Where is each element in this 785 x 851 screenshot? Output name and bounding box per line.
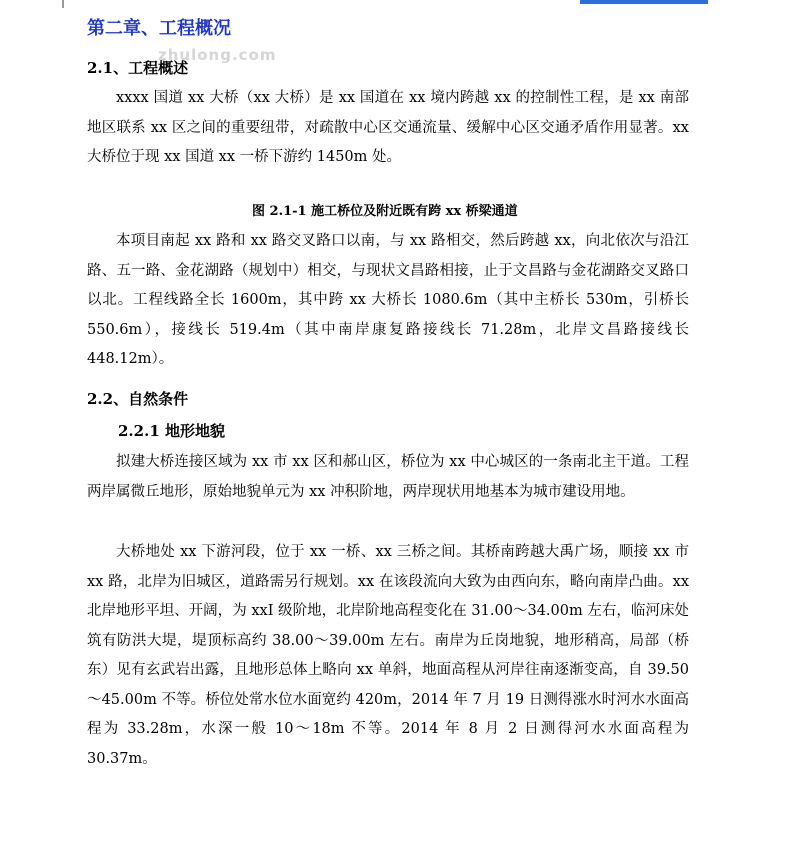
section-heading-2-1: 2.1、工程概述 xyxy=(87,59,189,77)
top-banner xyxy=(580,0,708,4)
section-2-1-continued-paragraph: 本项目南起 xx 路和 xx 路交叉路口以南，与 xx 路相交，然后跨越 xx，向北依次与沿江路、五一路、金花湖路（规划中）相交，与现状文昌路相接，止于文昌路与金花湖路交叉路口以北。工程线路全长 1600m，其中跨 xx 大桥长 1080.6m（其中主桥长 530m，引桥长 550.6m），接线长 519.4m（其中南岸康复路接线长 71.28m，北岸文昌路接线长 448.12m）。 xyxy=(87,233,689,367)
section-2-1-paragraph: xxxx 国道 xx 大桥（xx 大桥）是 xx 国道在 xx 境内跨越 xx 的控制性工程，是 xx 南部地区联系 xx 区之间的重要纽带，对疏散中心区交通流量、缓解中心区交通矛盾作用显著。xx 大桥位于现 xx 国道 xx 一桥下游约 1450m 处。 xyxy=(87,90,689,165)
section-heading-2-2: 2.2、自然条件 xyxy=(87,390,189,408)
chapter-title: 第二章、工程概况 xyxy=(87,18,231,39)
page-margin-marker xyxy=(62,0,64,8)
terrain-paragraph-1: 拟建大桥连接区域为 xx 市 xx 区和郝山区，桥位为 xx 中心城区的一条南北主干道。工程两岸属微丘地形，原始地貌单元为 xx 冲积阶地，两岸现状用地基本为城市建设用地。 xyxy=(87,454,689,500)
terrain-paragraph-2: 大桥地处 xx 下游河段，位于 xx 一桥、xx 三桥之间。其桥南跨越大禹广场，顺接 xx 市 xx 路，北岸为旧城区，道路需另行规划。xx 在该段流向大致为由西向东，略向南岸凸曲。xx 北岸地形平坦、开阔，为 xxI 级阶地，北岸阶地高程变化在 31.00～34.00m 左右，临河床处筑有防洪大堤，堤顶标高约 38.00～39.00m 左右。南岸为丘岗地貌，地形稍高，局部（桥东）见有玄武岩出露，且地形总体上略向 xx 单斜，地面高程从河岸往南逐渐变高，自 39.50～45.00m 不等。桥位处常水位水面宽约 420m，2014 年 7 月 19 日测得涨水时河水水面高程为 33.28m，水深一般 10～18m 不等。2014 年 8 月 2 日测得河水水面高程为 30.37m。 xyxy=(87,544,689,767)
figure-caption: 图 2.1-1 施工桥位及附近既有跨 xx 桥梁通道 xyxy=(252,204,518,219)
watermark-text: zhulong.com xyxy=(158,46,277,64)
subsection-heading-2-2-1: 2.2.1 地形地貌 xyxy=(118,422,225,440)
